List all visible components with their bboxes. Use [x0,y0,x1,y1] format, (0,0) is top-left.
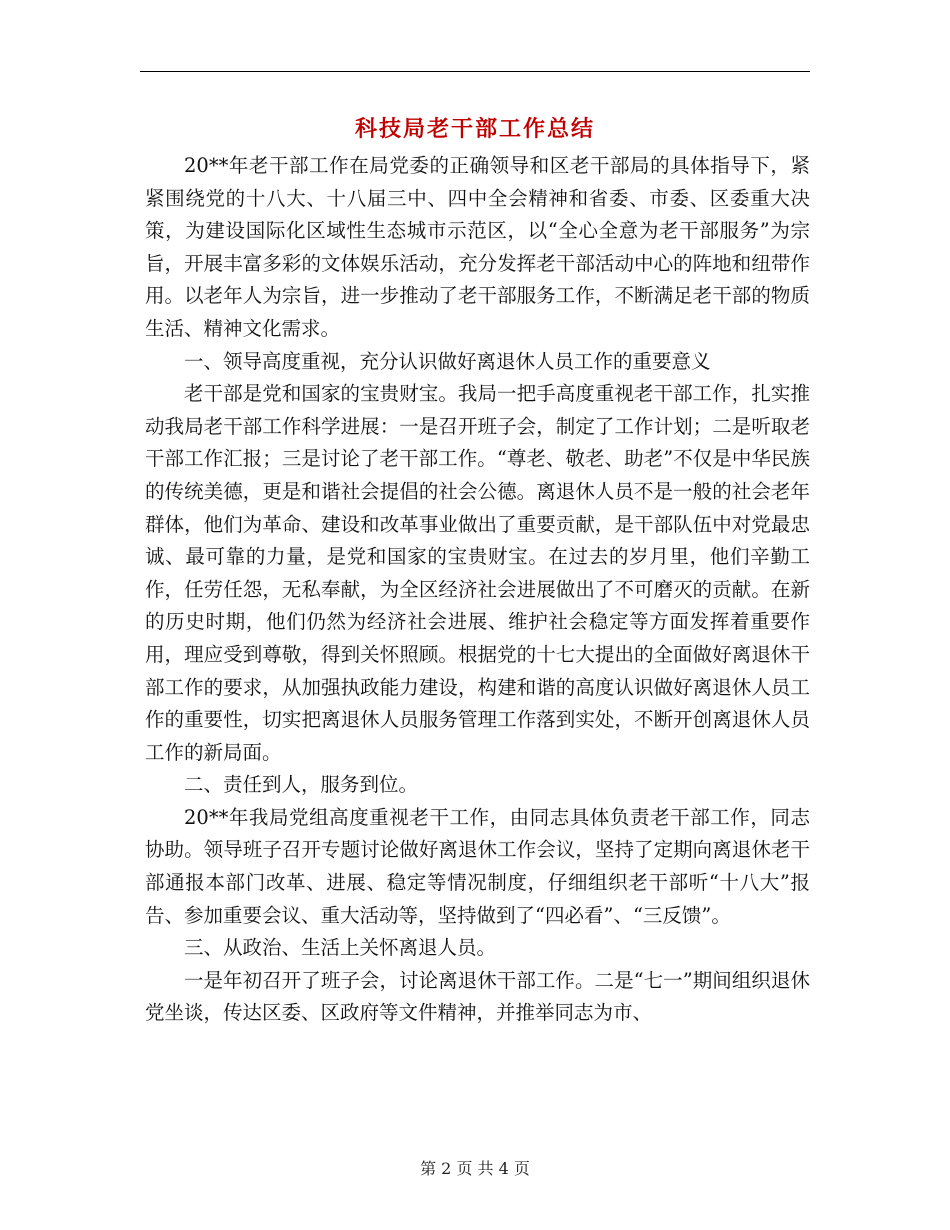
document-body [145,150,810,1030]
document-title: 科技局老干部工作总结 [354,116,595,142]
section-heading-2: 二、责任到人，服务到位。 [184,773,419,797]
paragraph-intro: 20**年老干部工作在局党委的正确领导和区老干部局的具体指导下，紧紧围绕党的十八大、十八届三中、四中全会精神和省委、市委、区委重大决策，为建设国际化区域性生态城市示范区，以“全心全意为老干部服务”为宗旨，开展丰富多彩的文体娱乐活动，充分发挥老干部活动中心的阵地和纽带作用。以老年人为宗旨，进一步推动了老干部服务工作，不断满足老干部的物质生活、精神文化需求。 [145,154,810,340]
section-heading-3: 三、从政治、生活上关怀离退人员。 [184,936,497,960]
page-number: 第 2 页 共 4 页 [420,1159,530,1178]
header-rule [140,71,810,72]
paragraph-section-2: 20**年我局党组高度重视老干工作，由同志具体负责老干部工作，同志协助。领导班子召开专题讨论做好离退休工作会议，坚持了定期向离退休老干部通报本部门改革、进展、稳定等情况制度，仔细组织老干部听“十八大”报告、参加重要会议、重大活动等，坚持做到了“四必看”、“三反馈”。 [145,805,810,927]
paragraph-section-3: 一是年初召开了班子会，讨论离退休干部工作。二是“七一”期间组织退休党坐谈，传达区委、区政府等文件精神，并推举同志为市、 [145,968,810,1025]
paragraph-section-1: 老干部是党和国家的宝贵财宝。我局一把手高度重视老干部工作，扎实推动我局老干部工作科学进展：一是召开班子会，制定了工作计划；二是听取老干部工作汇报；三是讨论了老干部工作。“尊老、敬老、助老”不仅是中华民族的传统美德，更是和谐社会提倡的社会公德。离退休人员不是一般的社会老年群体，他们为革命、建设和改革事业做出了重要贡献，是干部队伍中对党最忠诚、最可靠的力量，是党和国家的宝贵财宝。在过去的岁月里，他们辛勤工作，任劳任怨，无私奉献，为全区经济社会进展做出了不可磨灭的贡献。在新的历史时期，他们仍然为经济社会进展、维护社会稳定等方面发挥着重要作用，理应受到尊敬，得到关怀照顾。根据党的十七大提出的全面做好离退休干部工作的要求，从加强执政能力建设，构建和谐的高度认识做好离退休人员工作的重要性，切实把离退休人员服务管理工作落到实处，不断开创离退休人员工作的新局面。 [145,382,810,764]
section-heading-1: 一、领导高度重视，充分认识做好离退休人员工作的重要意义 [184,349,711,373]
